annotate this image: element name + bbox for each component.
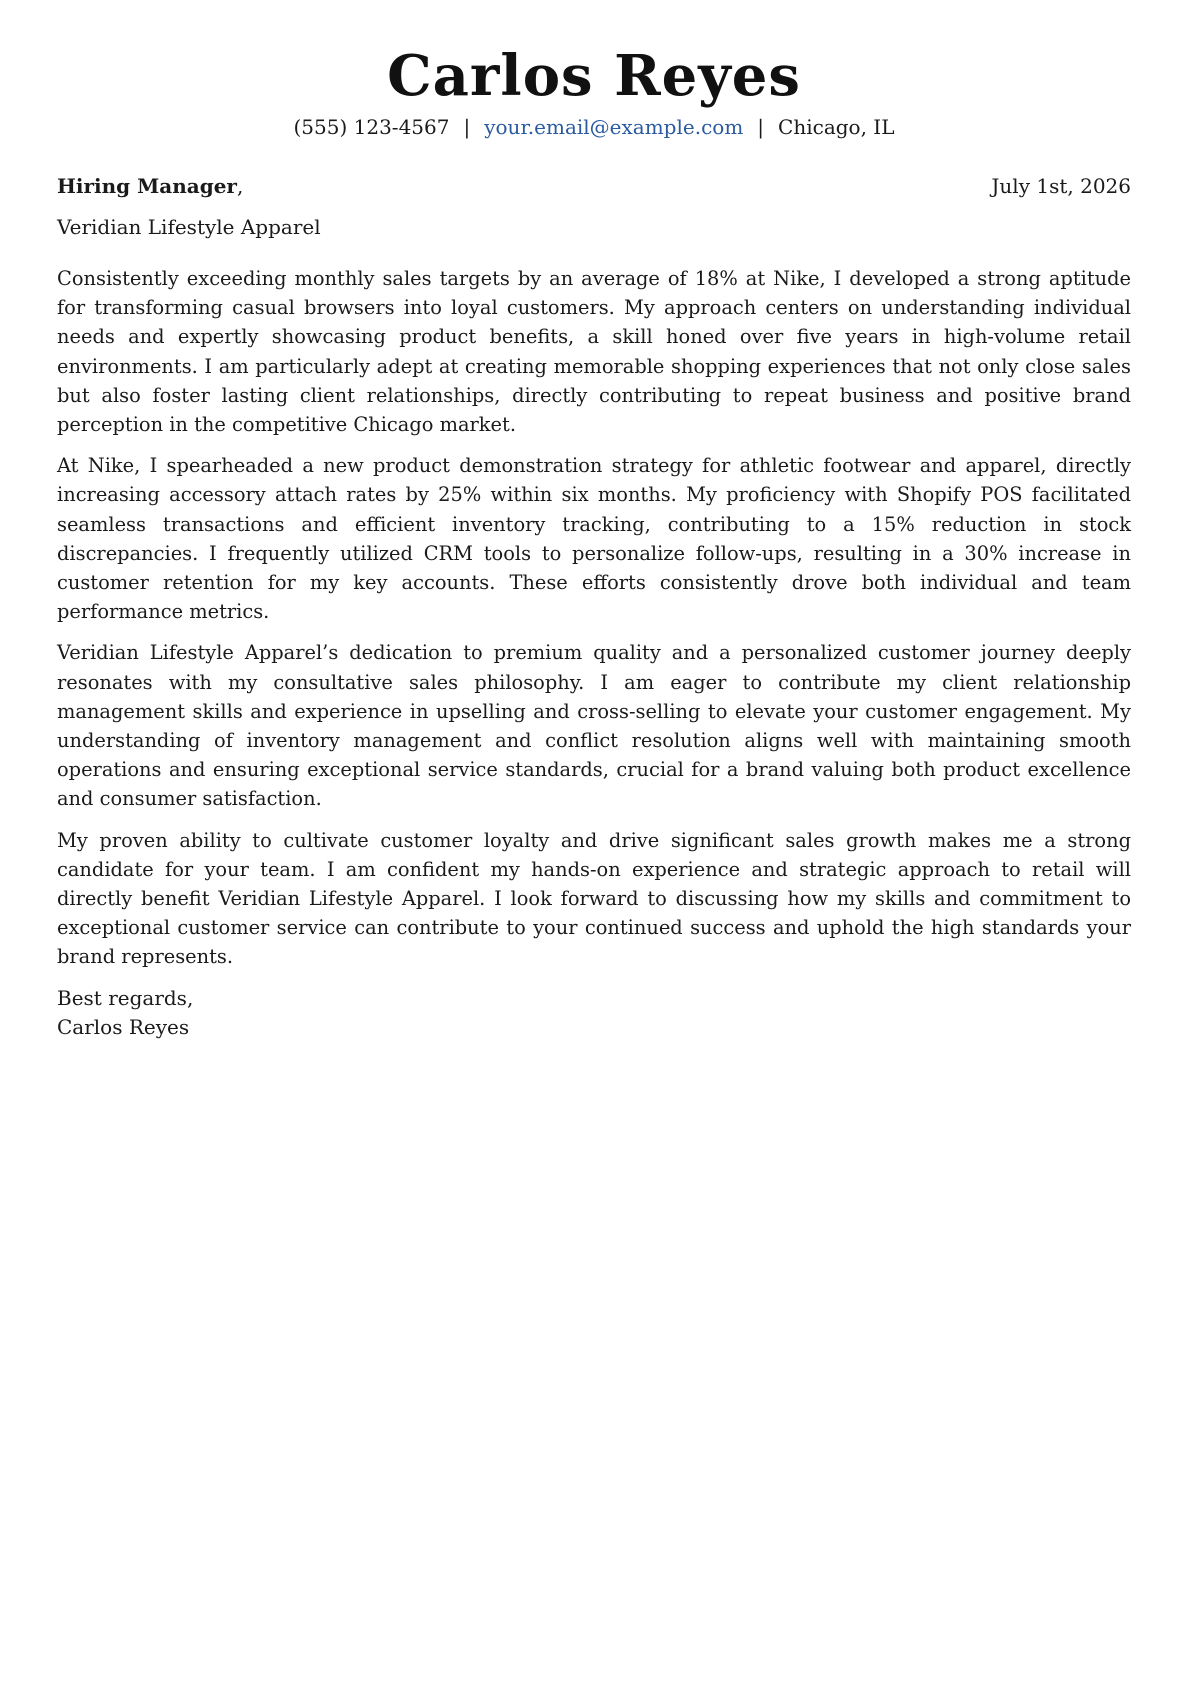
letter-body xyxy=(57,264,1131,972)
location: Chicago, IL xyxy=(778,115,895,139)
letter-date: July 1st, 2026 xyxy=(991,174,1131,198)
closing-salutation: Best regards, xyxy=(57,985,194,1010)
signature-name: Carlos Reyes xyxy=(57,1014,190,1039)
recipient-title: Hiring Manager xyxy=(57,174,237,198)
body-paragraph: Veridian Lifestyle Apparel’s dedication to premium quality and a personalized customer journey deeply resonates with my consultative sales philosophy. I am eager to contribute my client relationship management skills and experience in upselling and cross-selling to elevate your customer engagement. My understanding of inventory management and conflict resolution aligns well with maintaining smooth operations and ensuring exceptional service standards, crucial for a brand valuing both product excellence and consumer satisfaction. xyxy=(57,641,1131,811)
body-paragraph: My proven ability to cultivate customer loyalty and drive significant sales growth makes me a strong candidate for your team. I am confident my hands-on experience and strategic approach to retail will directly benefit Veridian Lifestyle Apparel. I look forward to discussing how my skills and commitment to exceptional customer service can contribute to your continued success and uphold the high standards your brand represents. xyxy=(57,828,1131,969)
phone-number: (555) 123-4567 xyxy=(293,115,450,139)
body-paragraph: At Nike, I spearheaded a new product demonstration strategy for athletic footwear and apparel, directly increasing accessory attach rates by 25% within six months. My proficiency with Shopify POS facilitated seamless transactions and efficient inventory tracking, contributing to a 15% reduction in stock discrepancies. I frequently utilized CRM tools to personalize follow-ups, resulting in a 30% increase in customer retention for my key accounts. These efforts consistently drove both individual and team performance metrics. xyxy=(57,454,1131,624)
recipient-comma: , xyxy=(236,174,244,198)
contact-separator: | xyxy=(757,115,765,139)
applicant-name: Carlos Reyes xyxy=(387,43,801,109)
contact-separator: | xyxy=(463,115,471,139)
contact-line xyxy=(57,114,1131,140)
cover-letter-page xyxy=(57,0,1131,1042)
email-link[interactable]: your.email@example.com xyxy=(484,115,744,139)
recipient xyxy=(57,172,243,200)
recipient-date-row xyxy=(57,172,1131,200)
company-name: Veridian Lifestyle Apparel xyxy=(57,215,321,239)
closing-block xyxy=(57,984,1131,1042)
body-paragraph: Consistently exceeding monthly sales targets by an average of 18% at Nike, I developed a strong aptitude for transforming casual browsers into loyal customers. My approach centers on understanding individual needs and expertly showcasing product benefits, a skill honed over five years in high-volume retail environments. I am particularly adept at creating memorable shopping experiences that not only close sales but also foster lasting client relationships, directly contributing to repeat business and positive brand perception in the competitive Chicago market. xyxy=(57,267,1131,437)
